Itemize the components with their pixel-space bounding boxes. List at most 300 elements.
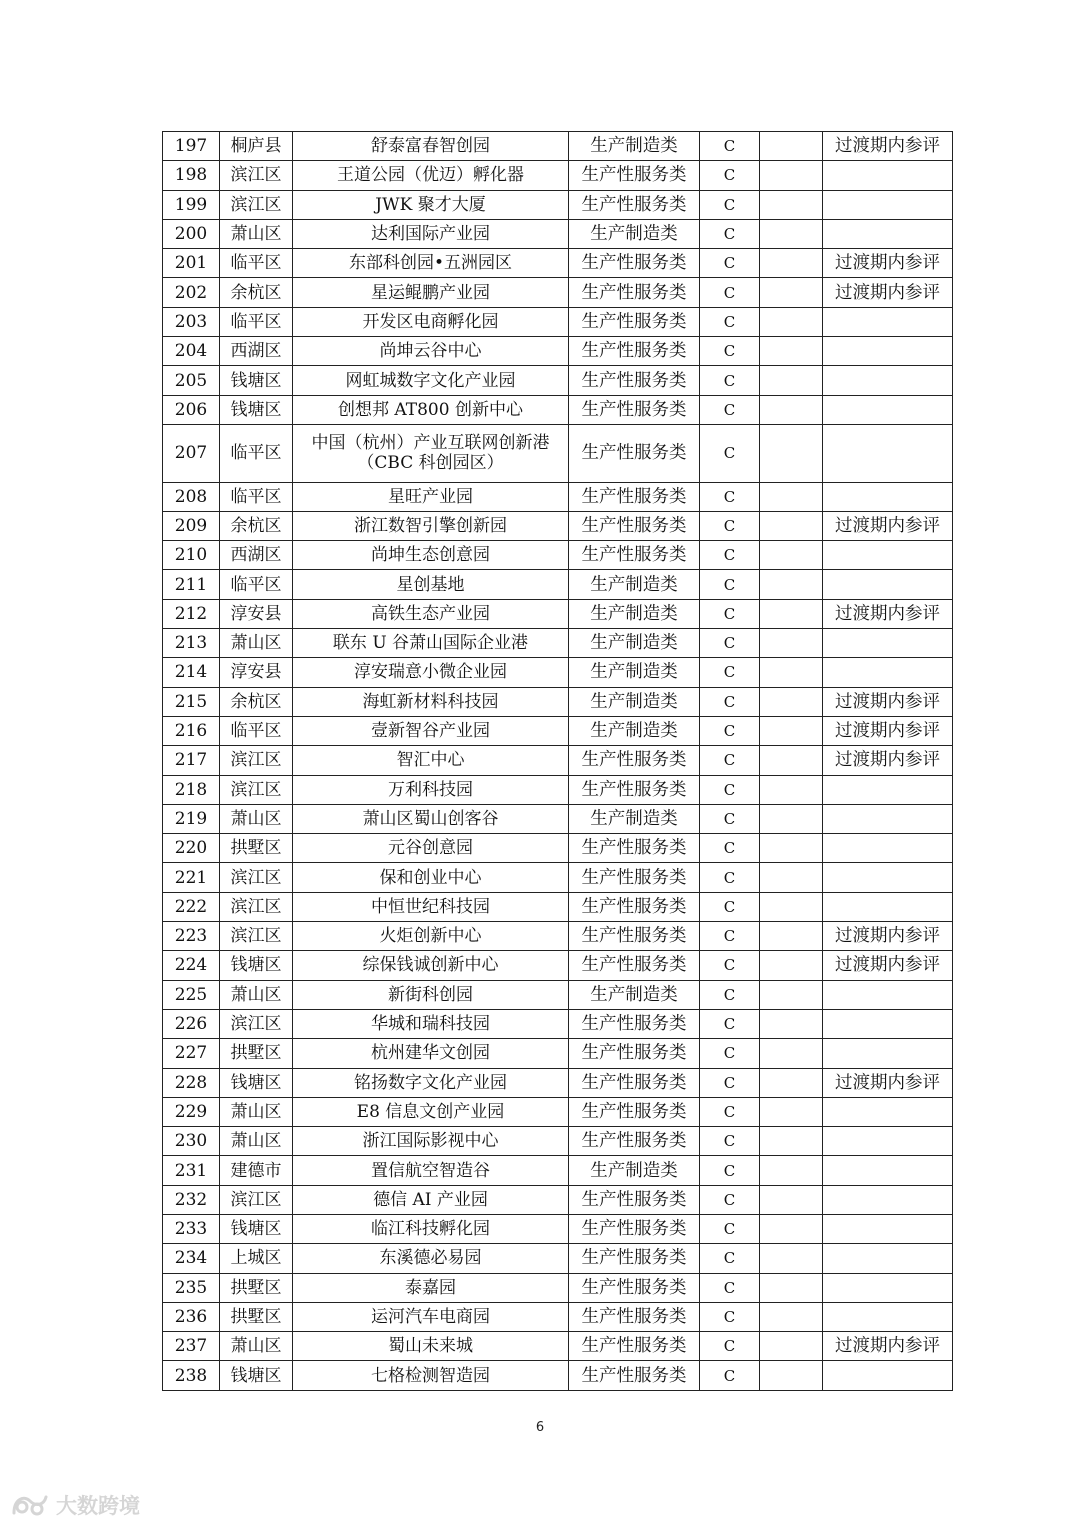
note-cell bbox=[823, 366, 953, 395]
row-number: 204 bbox=[163, 337, 220, 366]
blank-cell bbox=[760, 834, 823, 863]
table-row bbox=[163, 541, 953, 570]
category-cell: 生产性服务类 bbox=[569, 249, 700, 278]
note-cell bbox=[823, 1127, 953, 1156]
row-number: 220 bbox=[163, 834, 220, 863]
table-body bbox=[163, 132, 953, 1391]
park-name-cell: 星创基地 bbox=[293, 570, 569, 599]
district-cell: 萧山区 bbox=[220, 804, 293, 833]
park-name-cell: 东部科创园•五洲园区 bbox=[293, 249, 569, 278]
note-cell bbox=[823, 1214, 953, 1243]
row-number: 221 bbox=[163, 863, 220, 892]
park-name-cell: 浙江国际影视中心 bbox=[293, 1127, 569, 1156]
note-cell bbox=[823, 541, 953, 570]
note-cell bbox=[823, 1097, 953, 1126]
district-cell: 拱墅区 bbox=[220, 1273, 293, 1302]
row-number: 226 bbox=[163, 1009, 220, 1038]
park-name-cell: 泰嘉园 bbox=[293, 1273, 569, 1302]
row-number: 225 bbox=[163, 980, 220, 1009]
category-cell: 生产制造类 bbox=[569, 219, 700, 248]
district-cell: 临平区 bbox=[220, 307, 293, 336]
category-cell: 生产制造类 bbox=[569, 980, 700, 1009]
table-row bbox=[163, 775, 953, 804]
category-cell: 生产性服务类 bbox=[569, 541, 700, 570]
category-cell: 生产性服务类 bbox=[569, 1068, 700, 1097]
park-name-cell: 置信航空智造谷 bbox=[293, 1156, 569, 1185]
district-cell: 钱塘区 bbox=[220, 1068, 293, 1097]
district-cell: 淳安县 bbox=[220, 599, 293, 628]
blank-cell bbox=[760, 482, 823, 511]
table-row bbox=[163, 132, 953, 161]
grade-cell: C bbox=[700, 570, 760, 599]
blank-cell bbox=[760, 1097, 823, 1126]
park-list-table bbox=[162, 131, 953, 1391]
table-row bbox=[163, 834, 953, 863]
blank-cell bbox=[760, 892, 823, 921]
note-cell: 过渡期内参评 bbox=[823, 687, 953, 716]
category-cell: 生产性服务类 bbox=[569, 775, 700, 804]
note-cell bbox=[823, 219, 953, 248]
district-cell: 钱塘区 bbox=[220, 1214, 293, 1243]
note-cell bbox=[823, 307, 953, 336]
note-cell bbox=[823, 1302, 953, 1331]
category-cell: 生产制造类 bbox=[569, 570, 700, 599]
note-cell bbox=[823, 1039, 953, 1068]
blank-cell bbox=[760, 1302, 823, 1331]
category-cell: 生产性服务类 bbox=[569, 863, 700, 892]
row-number: 218 bbox=[163, 775, 220, 804]
row-number: 197 bbox=[163, 132, 220, 161]
table-row bbox=[163, 1009, 953, 1038]
grade-cell: C bbox=[700, 132, 760, 161]
grade-cell: C bbox=[700, 1361, 760, 1390]
table-row bbox=[163, 1068, 953, 1097]
category-cell: 生产性服务类 bbox=[569, 1361, 700, 1390]
grade-cell: C bbox=[700, 775, 760, 804]
table-row bbox=[163, 1214, 953, 1243]
category-cell: 生产制造类 bbox=[569, 658, 700, 687]
grade-cell: C bbox=[700, 190, 760, 219]
row-number: 206 bbox=[163, 395, 220, 424]
note-cell bbox=[823, 570, 953, 599]
park-name-cell: 萧山区蜀山创客谷 bbox=[293, 804, 569, 833]
blank-cell bbox=[760, 658, 823, 687]
grade-cell: C bbox=[700, 307, 760, 336]
category-cell: 生产制造类 bbox=[569, 804, 700, 833]
note-cell: 过渡期内参评 bbox=[823, 716, 953, 745]
park-name-cell: 达利国际产业园 bbox=[293, 219, 569, 248]
blank-cell bbox=[760, 980, 823, 1009]
row-number: 219 bbox=[163, 804, 220, 833]
district-cell: 滨江区 bbox=[220, 746, 293, 775]
blank-cell bbox=[760, 775, 823, 804]
category-cell: 生产性服务类 bbox=[569, 366, 700, 395]
park-name-cell: 七格检测智造园 bbox=[293, 1361, 569, 1390]
park-name-cell: 中恒世纪科技园 bbox=[293, 892, 569, 921]
table-row bbox=[163, 395, 953, 424]
category-cell: 生产性服务类 bbox=[569, 892, 700, 921]
table-row bbox=[163, 249, 953, 278]
blank-cell bbox=[760, 951, 823, 980]
note-cell: 过渡期内参评 bbox=[823, 249, 953, 278]
row-number: 214 bbox=[163, 658, 220, 687]
blank-cell bbox=[760, 746, 823, 775]
grade-cell: C bbox=[700, 834, 760, 863]
grade-cell: C bbox=[700, 1214, 760, 1243]
district-cell: 滨江区 bbox=[220, 1009, 293, 1038]
table-row bbox=[163, 1185, 953, 1214]
table-row bbox=[163, 716, 953, 745]
category-cell: 生产性服务类 bbox=[569, 1097, 700, 1126]
category-cell: 生产性服务类 bbox=[569, 395, 700, 424]
row-number: 199 bbox=[163, 190, 220, 219]
category-cell: 生产性服务类 bbox=[569, 278, 700, 307]
district-cell: 淳安县 bbox=[220, 658, 293, 687]
table-row bbox=[163, 219, 953, 248]
note-cell bbox=[823, 980, 953, 1009]
grade-cell: C bbox=[700, 658, 760, 687]
table-row bbox=[163, 658, 953, 687]
grade-cell: C bbox=[700, 746, 760, 775]
park-name-cell: 临江科技孵化园 bbox=[293, 1214, 569, 1243]
park-name-cell: 尚坤云谷中心 bbox=[293, 337, 569, 366]
grade-cell: C bbox=[700, 629, 760, 658]
district-cell: 萧山区 bbox=[220, 219, 293, 248]
row-number: 236 bbox=[163, 1302, 220, 1331]
district-cell: 钱塘区 bbox=[220, 951, 293, 980]
row-number: 208 bbox=[163, 482, 220, 511]
grade-cell: C bbox=[700, 424, 760, 482]
page-number: 6 bbox=[535, 1420, 545, 1435]
park-name-cell: 德信 AI 产业园 bbox=[293, 1185, 569, 1214]
note-cell bbox=[823, 1244, 953, 1273]
grade-cell: C bbox=[700, 1332, 760, 1361]
park-name-cell: 新街科创园 bbox=[293, 980, 569, 1009]
row-number: 227 bbox=[163, 1039, 220, 1068]
park-name-cell: 保和创业中心 bbox=[293, 863, 569, 892]
district-cell: 滨江区 bbox=[220, 1185, 293, 1214]
row-number: 230 bbox=[163, 1127, 220, 1156]
table-row bbox=[163, 892, 953, 921]
row-number: 234 bbox=[163, 1244, 220, 1273]
table-row bbox=[163, 337, 953, 366]
district-cell: 拱墅区 bbox=[220, 1039, 293, 1068]
grade-cell: C bbox=[700, 599, 760, 628]
note-cell: 过渡期内参评 bbox=[823, 951, 953, 980]
park-name-cell: 尚坤生态创意园 bbox=[293, 541, 569, 570]
district-cell: 拱墅区 bbox=[220, 1302, 293, 1331]
blank-cell bbox=[760, 1332, 823, 1361]
category-cell: 生产性服务类 bbox=[569, 1214, 700, 1243]
blank-cell bbox=[760, 599, 823, 628]
note-cell bbox=[823, 1185, 953, 1214]
note-cell bbox=[823, 1156, 953, 1185]
district-cell: 西湖区 bbox=[220, 337, 293, 366]
park-name-cell: 东溪德必易园 bbox=[293, 1244, 569, 1273]
category-cell: 生产性服务类 bbox=[569, 922, 700, 951]
district-cell: 临平区 bbox=[220, 249, 293, 278]
grade-cell: C bbox=[700, 482, 760, 511]
blank-cell bbox=[760, 190, 823, 219]
grade-cell: C bbox=[700, 1009, 760, 1038]
category-cell: 生产性服务类 bbox=[569, 1127, 700, 1156]
district-cell: 滨江区 bbox=[220, 892, 293, 921]
park-name-cell: 智汇中心 bbox=[293, 746, 569, 775]
note-cell bbox=[823, 161, 953, 190]
row-number: 205 bbox=[163, 366, 220, 395]
table-row bbox=[163, 599, 953, 628]
district-cell: 萧山区 bbox=[220, 1127, 293, 1156]
category-cell: 生产性服务类 bbox=[569, 1009, 700, 1038]
blank-cell bbox=[760, 161, 823, 190]
park-name-cell: 杭州建华文创园 bbox=[293, 1039, 569, 1068]
park-name-cell: E8 信息文创产业园 bbox=[293, 1097, 569, 1126]
blank-cell bbox=[760, 1214, 823, 1243]
row-number: 209 bbox=[163, 511, 220, 540]
district-cell: 滨江区 bbox=[220, 775, 293, 804]
grade-cell: C bbox=[700, 1185, 760, 1214]
category-cell: 生产性服务类 bbox=[569, 1185, 700, 1214]
district-cell: 余杭区 bbox=[220, 511, 293, 540]
park-name-cell: 开发区电商孵化园 bbox=[293, 307, 569, 336]
note-cell bbox=[823, 658, 953, 687]
category-cell: 生产性服务类 bbox=[569, 951, 700, 980]
park-name-cell: 王道公园（优迈）孵化器 bbox=[293, 161, 569, 190]
table-row bbox=[163, 1097, 953, 1126]
table-row bbox=[163, 424, 953, 482]
blank-cell bbox=[760, 366, 823, 395]
grade-cell: C bbox=[700, 716, 760, 745]
grade-cell: C bbox=[700, 1244, 760, 1273]
row-number: 238 bbox=[163, 1361, 220, 1390]
table-row bbox=[163, 1039, 953, 1068]
table-row bbox=[163, 629, 953, 658]
row-number: 198 bbox=[163, 161, 220, 190]
district-cell: 萧山区 bbox=[220, 980, 293, 1009]
blank-cell bbox=[760, 863, 823, 892]
category-cell: 生产性服务类 bbox=[569, 161, 700, 190]
table-row bbox=[163, 687, 953, 716]
note-cell: 过渡期内参评 bbox=[823, 746, 953, 775]
grade-cell: C bbox=[700, 804, 760, 833]
row-number: 237 bbox=[163, 1332, 220, 1361]
grade-cell: C bbox=[700, 892, 760, 921]
row-number: 201 bbox=[163, 249, 220, 278]
district-cell: 西湖区 bbox=[220, 541, 293, 570]
blank-cell bbox=[760, 219, 823, 248]
park-name-cell: 铭扬数字文化产业园 bbox=[293, 1068, 569, 1097]
park-name-cell: 星旺产业园 bbox=[293, 482, 569, 511]
category-cell: 生产性服务类 bbox=[569, 1332, 700, 1361]
category-cell: 生产制造类 bbox=[569, 599, 700, 628]
row-number: 216 bbox=[163, 716, 220, 745]
park-name-cell: 创想邦 AT800 创新中心 bbox=[293, 395, 569, 424]
blank-cell bbox=[760, 1361, 823, 1390]
note-cell: 过渡期内参评 bbox=[823, 511, 953, 540]
note-cell bbox=[823, 337, 953, 366]
park-name-cell: 华城和瑞科技园 bbox=[293, 1009, 569, 1038]
park-name-cell: 万利科技园 bbox=[293, 775, 569, 804]
row-number: 202 bbox=[163, 278, 220, 307]
grade-cell: C bbox=[700, 511, 760, 540]
blank-cell bbox=[760, 1244, 823, 1273]
district-cell: 钱塘区 bbox=[220, 366, 293, 395]
grade-cell: C bbox=[700, 337, 760, 366]
blank-cell bbox=[760, 1068, 823, 1097]
blank-cell bbox=[760, 1185, 823, 1214]
grade-cell: C bbox=[700, 366, 760, 395]
table-row bbox=[163, 922, 953, 951]
district-cell: 滨江区 bbox=[220, 863, 293, 892]
grade-cell: C bbox=[700, 278, 760, 307]
table-row bbox=[163, 1273, 953, 1302]
table-row bbox=[163, 570, 953, 599]
row-number: 224 bbox=[163, 951, 220, 980]
category-cell: 生产制造类 bbox=[569, 716, 700, 745]
table-row bbox=[163, 1332, 953, 1361]
blank-cell bbox=[760, 249, 823, 278]
row-number: 231 bbox=[163, 1156, 220, 1185]
table-row bbox=[163, 951, 953, 980]
row-number: 212 bbox=[163, 599, 220, 628]
watermark-text: 大数跨境 bbox=[56, 1494, 140, 1518]
grade-cell: C bbox=[700, 1039, 760, 1068]
table-row bbox=[163, 980, 953, 1009]
grade-cell: C bbox=[700, 980, 760, 1009]
table-row bbox=[163, 746, 953, 775]
blank-cell bbox=[760, 132, 823, 161]
note-cell: 过渡期内参评 bbox=[823, 278, 953, 307]
district-cell: 临平区 bbox=[220, 424, 293, 482]
blank-cell bbox=[760, 1039, 823, 1068]
note-cell: 过渡期内参评 bbox=[823, 1068, 953, 1097]
park-name-cell: 中国（杭州）产业互联网创新港（CBC 科创园区） bbox=[293, 424, 569, 482]
park-name-cell: 高铁生态产业园 bbox=[293, 599, 569, 628]
row-number: 235 bbox=[163, 1273, 220, 1302]
table-row bbox=[163, 366, 953, 395]
row-number: 210 bbox=[163, 541, 220, 570]
blank-cell bbox=[760, 1156, 823, 1185]
district-cell: 余杭区 bbox=[220, 687, 293, 716]
table-row bbox=[163, 1361, 953, 1390]
category-cell: 生产性服务类 bbox=[569, 337, 700, 366]
category-cell: 生产性服务类 bbox=[569, 834, 700, 863]
note-cell bbox=[823, 892, 953, 921]
row-number: 223 bbox=[163, 922, 220, 951]
note-cell bbox=[823, 395, 953, 424]
category-cell: 生产性服务类 bbox=[569, 1039, 700, 1068]
park-name-cell: 联东 U 谷萧山国际企业港 bbox=[293, 629, 569, 658]
table-row bbox=[163, 1302, 953, 1331]
category-cell: 生产制造类 bbox=[569, 132, 700, 161]
grade-cell: C bbox=[700, 541, 760, 570]
blank-cell bbox=[760, 337, 823, 366]
district-cell: 钱塘区 bbox=[220, 395, 293, 424]
blank-cell bbox=[760, 511, 823, 540]
category-cell: 生产性服务类 bbox=[569, 1273, 700, 1302]
blank-cell bbox=[760, 687, 823, 716]
note-cell bbox=[823, 834, 953, 863]
district-cell: 余杭区 bbox=[220, 278, 293, 307]
blank-cell bbox=[760, 278, 823, 307]
grade-cell: C bbox=[700, 863, 760, 892]
grade-cell: C bbox=[700, 1127, 760, 1156]
table-row bbox=[163, 1127, 953, 1156]
note-cell bbox=[823, 190, 953, 219]
category-cell: 生产性服务类 bbox=[569, 424, 700, 482]
blank-cell bbox=[760, 716, 823, 745]
park-name-cell: 元谷创意园 bbox=[293, 834, 569, 863]
blank-cell bbox=[760, 1127, 823, 1156]
grade-cell: C bbox=[700, 1097, 760, 1126]
row-number: 207 bbox=[163, 424, 220, 482]
table-row bbox=[163, 1156, 953, 1185]
category-cell: 生产性服务类 bbox=[569, 190, 700, 219]
note-cell bbox=[823, 482, 953, 511]
grade-cell: C bbox=[700, 249, 760, 278]
row-number: 222 bbox=[163, 892, 220, 921]
district-cell: 拱墅区 bbox=[220, 834, 293, 863]
category-cell: 生产性服务类 bbox=[569, 511, 700, 540]
table-row bbox=[163, 863, 953, 892]
note-cell: 过渡期内参评 bbox=[823, 132, 953, 161]
park-name-cell: 蜀山未来城 bbox=[293, 1332, 569, 1361]
note-cell: 过渡期内参评 bbox=[823, 599, 953, 628]
row-number: 203 bbox=[163, 307, 220, 336]
table-row bbox=[163, 482, 953, 511]
note-cell bbox=[823, 775, 953, 804]
table-row bbox=[163, 190, 953, 219]
blank-cell bbox=[760, 307, 823, 336]
category-cell: 生产性服务类 bbox=[569, 482, 700, 511]
table-row bbox=[163, 307, 953, 336]
note-cell bbox=[823, 424, 953, 482]
district-cell: 桐庐县 bbox=[220, 132, 293, 161]
park-name-cell: 网虹城数字文化产业园 bbox=[293, 366, 569, 395]
row-number: 228 bbox=[163, 1068, 220, 1097]
district-cell: 临平区 bbox=[220, 570, 293, 599]
note-cell: 过渡期内参评 bbox=[823, 922, 953, 951]
blank-cell bbox=[760, 541, 823, 570]
table-row bbox=[163, 1244, 953, 1273]
category-cell: 生产性服务类 bbox=[569, 1244, 700, 1273]
grade-cell: C bbox=[700, 1273, 760, 1302]
blank-cell bbox=[760, 629, 823, 658]
district-cell: 滨江区 bbox=[220, 922, 293, 951]
grade-cell: C bbox=[700, 219, 760, 248]
grade-cell: C bbox=[700, 951, 760, 980]
note-cell bbox=[823, 804, 953, 833]
blank-cell bbox=[760, 395, 823, 424]
district-cell: 临平区 bbox=[220, 716, 293, 745]
park-name-cell: 星运鲲鹏产业园 bbox=[293, 278, 569, 307]
note-cell bbox=[823, 629, 953, 658]
row-number: 232 bbox=[163, 1185, 220, 1214]
row-number: 211 bbox=[163, 570, 220, 599]
district-cell: 萧山区 bbox=[220, 1097, 293, 1126]
note-cell: 过渡期内参评 bbox=[823, 1332, 953, 1361]
table-row bbox=[163, 161, 953, 190]
district-cell: 滨江区 bbox=[220, 190, 293, 219]
park-name-cell: 综保钱诚创新中心 bbox=[293, 951, 569, 980]
note-cell bbox=[823, 1009, 953, 1038]
row-number: 215 bbox=[163, 687, 220, 716]
district-cell: 上城区 bbox=[220, 1244, 293, 1273]
row-number: 217 bbox=[163, 746, 220, 775]
park-name-cell: JWK 聚才大厦 bbox=[293, 190, 569, 219]
blank-cell bbox=[760, 424, 823, 482]
category-cell: 生产性服务类 bbox=[569, 307, 700, 336]
